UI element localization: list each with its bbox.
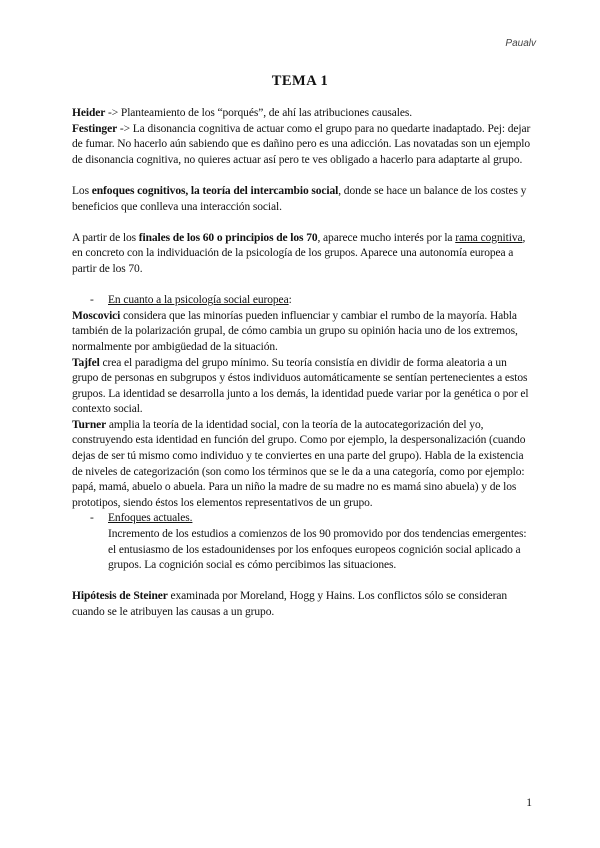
spacer	[72, 574, 532, 590]
enfoques-after: , donde se hace un balance de los costes y beneficios que conlleva una interacción social.	[72, 184, 527, 213]
steiner-text: examinada por Moreland, Hogg y Hains. Los conflictos sólo se consideran cuando se le atribuyen las causas a un grupo.	[72, 590, 508, 618]
finales-underlined: rama cognitiva	[455, 231, 523, 244]
tajfel-text: crea el paradigma del grupo mínimo. Su teoría consistía en dividir de forma aleatoria a un grupo de personas en subgrupos y éstos individuos automáticamente se sentían pertenecientes a estos grupos. La identidad se desarrolla junto a los demás, la identidad puede variar por la genética o por el contexto social.	[72, 356, 529, 416]
bullet-actuales-label: Enfoques actuales.	[108, 512, 193, 525]
finales-after: , en concreto con la individuación de la psicología de los grupos. Aparece una autonomía europea a partir de los 70.	[72, 231, 526, 275]
finales-middle: , aparece mucho interés por la	[317, 231, 456, 244]
spacer	[72, 278, 532, 294]
header-author: Paualv	[505, 38, 536, 49]
page-title: TEMA 1	[271, 73, 329, 89]
festinger-text: -> La disonancia cognitiva de actuar como el grupo para no quedarte inadaptado. Pej: dejar de fumar. No hacerlo aún sabiendo que es dañino pero es una adicción. Las novatadas son un ejemplo de disonancia cognitiva, no quieres actuar así pero te ves obligado a hacerlo para adaptarte al grupo.	[72, 122, 531, 166]
paragraph-steiner	[72, 589, 532, 620]
finales-before: A partir de los	[72, 231, 139, 244]
heider-text: -> Planteamiento de los “porqués”, de ahí las atribuciones causales.	[105, 107, 413, 119]
steiner-name: Hipótesis de Steiner	[72, 590, 168, 603]
bullet-europea	[72, 293, 532, 309]
enfoques-before: Los	[72, 184, 92, 197]
paragraph-heider	[72, 106, 532, 122]
bullet-dash: -	[90, 294, 94, 307]
heider-name: Heider	[72, 107, 106, 119]
paragraph-festinger	[72, 122, 532, 169]
turner-name: Turner	[72, 418, 107, 431]
moscovici-name: Moscovici	[72, 309, 121, 322]
bullet-europea-label: En cuanto a la psicología social europea	[108, 294, 289, 307]
paragraph-finales	[72, 231, 532, 278]
paragraph-moscovici	[72, 309, 532, 356]
spacer	[72, 168, 532, 184]
tajfel-name: Tajfel	[72, 356, 100, 369]
paragraph-enfoques	[72, 184, 532, 215]
enfoques-bold: enfoques cognitivos, la teoría del intercambio social	[91, 184, 339, 197]
paragraph-tajfel	[72, 356, 532, 418]
moscovici-text: considera que las minorías pueden influenciar y cambiar el rumbo de la mayoría. Habla también de la polarización grupal, de cómo cambia un grupo su opinión hacia uno de los extremos, normalmente por ambigüedad de la situación.	[72, 309, 518, 353]
spacer	[72, 215, 532, 231]
bullet-actuales	[72, 511, 532, 527]
festinger-name: Festinger	[72, 122, 118, 135]
paragraph-actuales: Incremento de los estudios a comienzos de los 90 promovido por dos tendencias emergentes: el entusiasmo de los estadounidenses por los enfoques europeos cognición social aplicado a grupos. La cognición social es cómo percibimos las situaciones.	[108, 528, 527, 572]
finales-bold: finales de los 60 o principios de los 70	[138, 231, 318, 244]
document-body	[72, 106, 532, 621]
page-number: 1	[526, 797, 532, 809]
bullet-dash: -	[90, 512, 94, 525]
turner-text: amplia la teoría de la identidad social, con la teoría de la autocategorización del yo, construyendo esta identidad en función del grupo. Como por ejemplo, la despersonalización (cuando dejas de ser tú mismo como individuo y te conviertes en una parte del grupo). Habla de la existencia de niveles de categorización (son como los términos que se le da a una categoría, como por ejemplo: papá, mamá, abuelo o abuela. Para un niño la madre de su madre no es mamá sino abuela) y de los prototipos, siendo éstos los elementos representativos de un grupo.	[72, 418, 526, 509]
paragraph-turner	[72, 418, 532, 512]
bullet-europea-colon: :	[288, 294, 292, 307]
